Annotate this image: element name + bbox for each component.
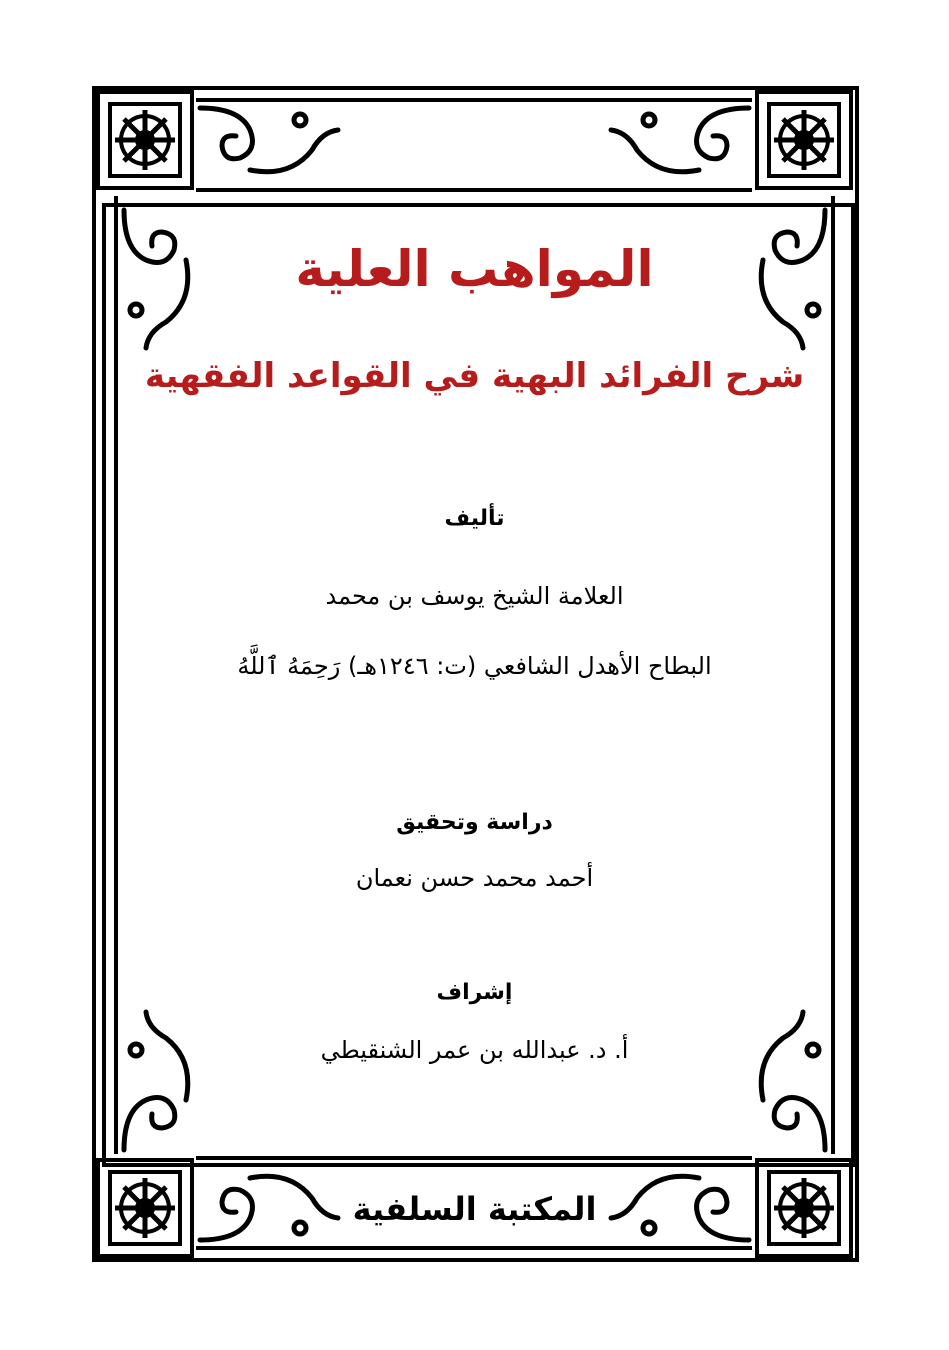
study-and-verification-label: دراسة وتحقيق (396, 810, 553, 835)
scroll-ornament-left-lower (124, 1012, 188, 1150)
supervision-label: إشراف (436, 980, 513, 1005)
scroll-ornament-right-lower (761, 1012, 825, 1150)
book-subtitle: شرح الفرائد البهية في القواعد الفقهية (144, 356, 805, 396)
editor-name: أحمد محمد حسن نعمان (355, 864, 594, 892)
author-name-line1: العلامة الشيخ يوسف بن محمد (325, 582, 624, 610)
publisher-name: المكتبة السلفية (352, 1190, 597, 1228)
scroll-ornament-top-right (611, 108, 749, 172)
book-title: المواهب العلية (295, 240, 654, 298)
authored-by-label: تأليف (444, 506, 505, 531)
author-name-line2: البطاح الأهدل الشافعي (ت: ١٢٤٦هـ) رَحِمَهُ ٱللَّهُ (237, 652, 712, 680)
corner-ornament-top-left (98, 92, 192, 188)
supervisor-name: أ. د. عبدالله بن عمر الشنقيطي (320, 1036, 629, 1064)
corner-ornament-top-right (757, 92, 851, 188)
scroll-ornament-top-left (200, 108, 338, 172)
border-inner-line (104, 205, 853, 1165)
